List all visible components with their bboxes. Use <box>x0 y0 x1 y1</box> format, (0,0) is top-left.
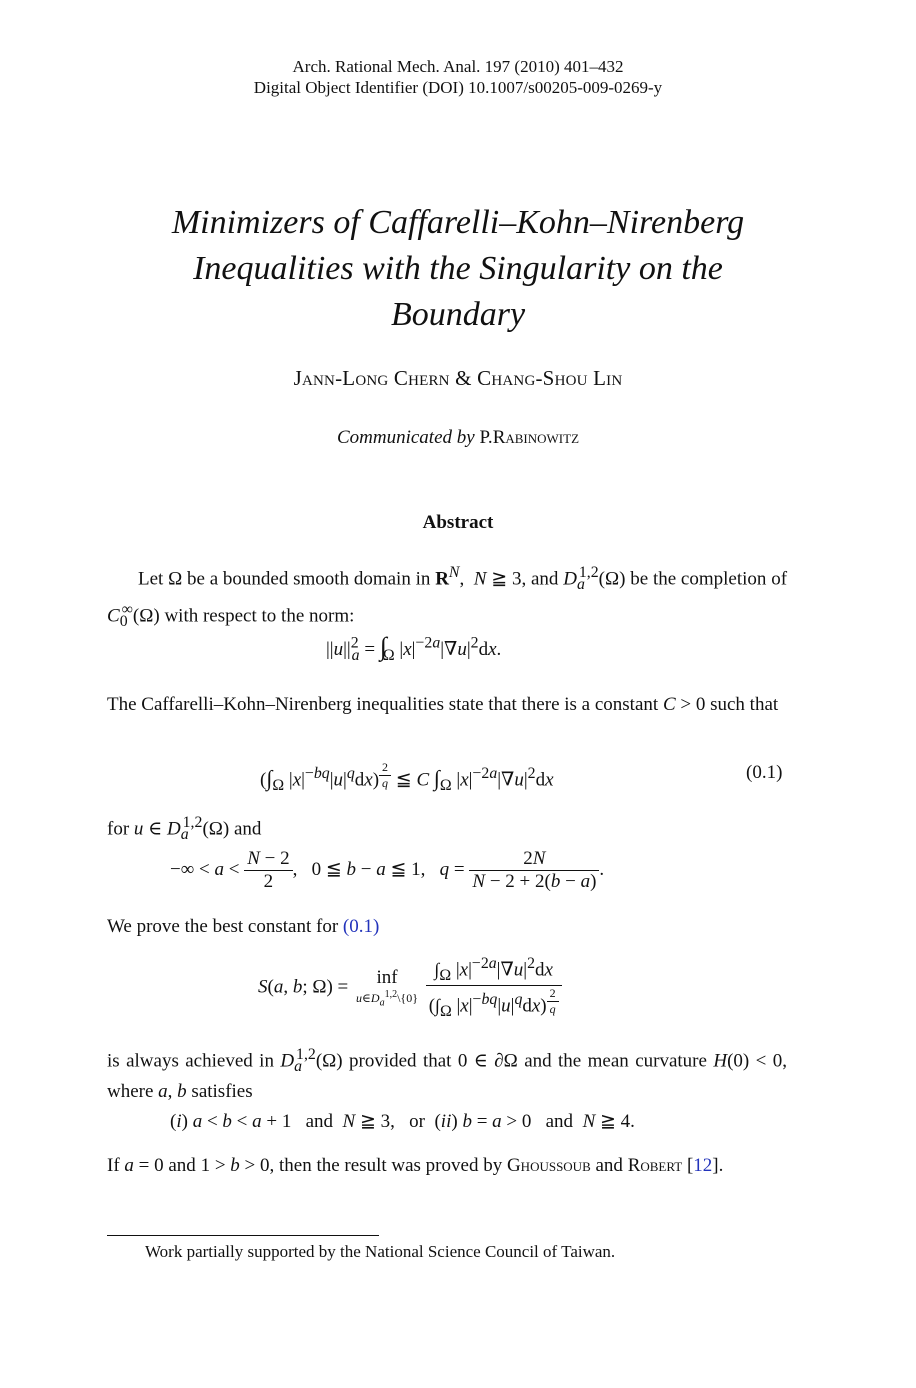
author-2: Chang-Shou Lin <box>477 366 623 390</box>
cond-or: or <box>409 1111 425 1132</box>
p5-text-a: is always achieved in <box>107 1050 274 1072</box>
paper-title <box>0 200 916 338</box>
abstract-paragraph-5: is always achieved in $D_a^{1,2}(\Omega)$ provided that 0 ∈ ∂Ω and the mean curvature H(0) < 0, where a, b satisfies <box>107 1046 788 1103</box>
abstract-paragraph-6: If a = 0 and 1 > b > 0, then the result was proved by Ghoussoub and Robert [12]. <box>107 1155 724 1176</box>
p6-text-a: If <box>107 1155 120 1176</box>
authors <box>0 366 916 391</box>
p2-text: The Caffarelli–Kohn–Nirenberg inequalities state that there is a constant <box>107 694 659 715</box>
p5-text-e: satisfies <box>191 1081 253 1103</box>
abstract-paragraph-1: Let Ω be a bounded smooth domain in $R^N$, N ≧ 3, and $D_a^{1,2}(\Omega)$ be the completion of $C_0^\infty(\Omega)$ with respect to the norm: <box>107 564 788 631</box>
author-robert: Robert <box>627 1155 683 1176</box>
p5-text-d: where <box>107 1081 154 1103</box>
p2-text-b: such that <box>710 694 779 715</box>
p3-text-a: for <box>107 818 130 840</box>
p6-text-b: and <box>168 1155 196 1176</box>
p5-text-c: and the mean curvature <box>524 1050 707 1072</box>
footnote-rule <box>107 1235 379 1236</box>
p5-text-b: provided that <box>349 1050 452 1072</box>
cond-and-1: and <box>305 1111 334 1132</box>
p1-text-b: and <box>531 568 559 590</box>
p4-text: We prove the best constant for <box>107 916 339 937</box>
equation-label-0-1: (0.1) <box>746 762 783 783</box>
title-line-1: Minimizers of Caffarelli–Kohn–Nirenberg <box>171 204 745 241</box>
abstract-heading: Abstract <box>422 512 494 533</box>
p3-text-b: and <box>233 818 262 840</box>
communicated-prefix: Communicated by <box>336 427 475 448</box>
p1-text-d: with respect to the norm: <box>164 605 355 627</box>
author-ghoussoub: Ghoussoub <box>506 1155 591 1176</box>
p6-text-and: and <box>595 1155 623 1176</box>
ref-12[interactable]: 12 <box>693 1155 713 1176</box>
title-line-3: Boundary <box>390 296 526 333</box>
abstract-paragraph-3: for u ∈ $D_a^{1,2}(\Omega)$ and <box>107 814 262 844</box>
p6-text-c: then the result was proved by <box>279 1155 503 1176</box>
best-constant-equation: S(a, b; Ω) = inf $u\in D_a^{1,2}\backslash\{0\}$ $\int_\Omega$ $|x|^{-2a}|\nabla u|^2dx$ ($\int_\Omega$ $|x|^{-bq}|u|^qdx$) $^{\frac{2}{q}}$ <box>258 955 562 1021</box>
cond-and-2: and <box>545 1111 574 1132</box>
footnote-text: Work partially supported by the National Science Council of Taiwan. <box>145 1242 616 1261</box>
abstract-paragraph-4 <box>107 914 787 939</box>
title-line-2: Inequalities with the Singularity on the <box>193 250 723 287</box>
journal-line: Arch. Rational Mech. Anal. 197 (2010) 401–432 <box>292 57 624 76</box>
doi-line: Digital Object Identifier (DOI) 10.1007/s00205-009-0269-y <box>253 78 663 97</box>
p1-text-c: be the completion of <box>630 568 788 590</box>
norm-equation: $||u||^2_a = \int_\Omega$ $|x|^{-2a}|\nabla u|^2dx$. <box>326 632 502 664</box>
ref-equation-0-1[interactable]: (0.1) <box>342 916 380 937</box>
communicator-initial: P. <box>479 427 493 448</box>
author-1: Jann-Long Chern <box>293 366 450 390</box>
parameter-range-equation: −∞ < a < $\frac{N - 2}{2}$ , 0 ≦ b − a ≦ 1, q = $\frac{2N}{N - 2 + 2(b - a)}$ . <box>170 848 605 892</box>
conditions-line: (i) a < b < a + 1 and N ≧ 3, or (ii) b = a > 0 and N ≧ 4. <box>170 1111 635 1132</box>
equation-0-1: ($\int_\Omega$ $|x|^{-bq}|u|^qdx$) $^{\frac{2}{q}}$ ≦ C $\int_\Omega$ $|x|^{-2a}|\nabla u|^2dx$ <box>260 760 554 795</box>
communicated-by <box>0 427 916 449</box>
abstract-paragraph-2: The Caffarelli–Kohn–Nirenberg inequalities state that there is a constant C > 0 such that <box>107 694 779 715</box>
p1-text-a: Let Ω be a bounded smooth domain in <box>138 568 431 590</box>
communicator-name: Rabinowitz <box>492 427 580 448</box>
author-separator: & <box>455 366 472 390</box>
